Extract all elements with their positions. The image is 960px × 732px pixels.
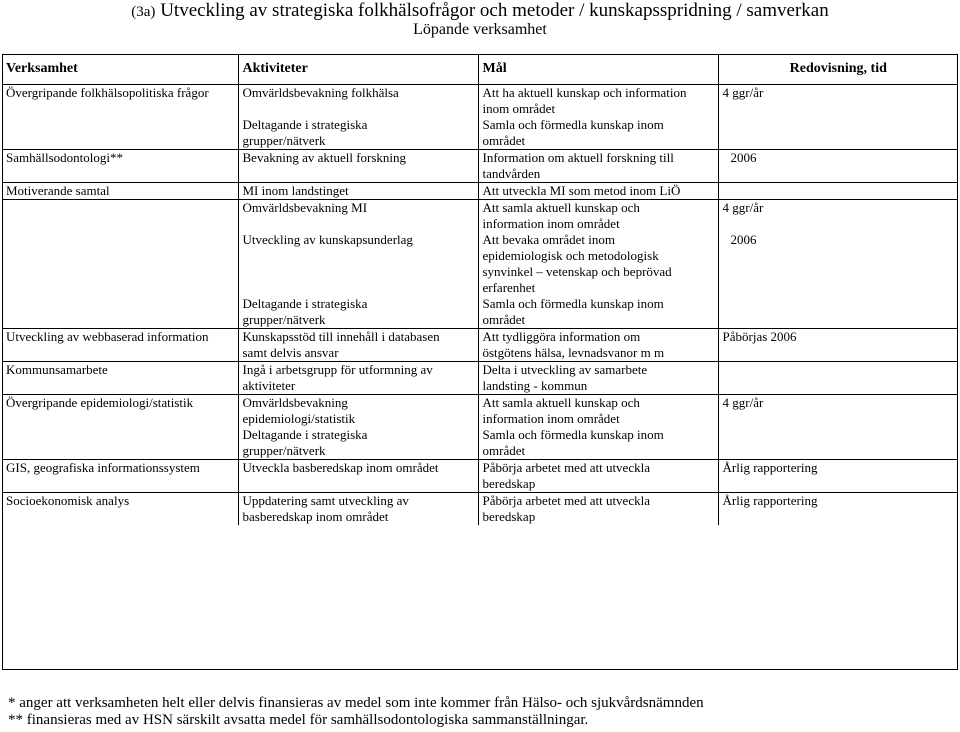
- cell-mal: Att samla aktuell kunskap och: [478, 200, 718, 217]
- cell-mal: landsting - kommun: [478, 378, 718, 395]
- cell-verksamhet: [2, 216, 238, 232]
- cell-aktivitet: samt delvis ansvar: [238, 345, 478, 362]
- column-header-aktiviteter: Aktiviteter: [238, 54, 478, 85]
- table-row: [2, 509, 958, 525]
- cell-mal: inom området: [478, 101, 718, 117]
- cell-aktivitet: Uppdatering samt utveckling av: [238, 493, 478, 510]
- cell-aktivitet: [238, 166, 478, 183]
- cell-aktivitet: MI inom landstinget: [238, 183, 478, 200]
- cell-verksamhet: [2, 345, 238, 362]
- title-text: Utveckling av strategiska folkhälsofrågor och metoder / kunskapsspridning / samverkan: [160, 0, 829, 21]
- table-row: [2, 460, 958, 477]
- cell-redovisning: [718, 248, 958, 264]
- cell-redovisning: [718, 133, 958, 150]
- cell-verksamhet: [2, 166, 238, 183]
- cell-aktivitet: [238, 248, 478, 264]
- cell-redovisning: [718, 101, 958, 117]
- document-subtitle: Löpande verksamhet: [413, 21, 547, 38]
- cell-verksamhet: [2, 117, 238, 133]
- cell-redovisning: [718, 264, 958, 280]
- cell-verksamhet: [2, 232, 238, 248]
- cell-redovisning: [718, 378, 958, 395]
- table-row: [2, 216, 958, 232]
- cell-mal: beredskap: [478, 476, 718, 493]
- title-prefix: (3a): [131, 4, 156, 20]
- cell-mal: Att ha aktuell kunskap och information: [478, 85, 718, 102]
- column-header-redovisning: Redovisning, tid: [718, 54, 958, 85]
- cell-aktivitet: Utveckling av kunskapsunderlag: [238, 232, 478, 248]
- cell-mal: området: [478, 312, 718, 329]
- cell-redovisning: [718, 476, 958, 493]
- table-row: [2, 411, 958, 427]
- cell-redovisning: [718, 183, 958, 200]
- cell-redovisning: [718, 345, 958, 362]
- cell-aktivitet: Kunskapsstöd till innehåll i databasen: [238, 329, 478, 346]
- cell-aktivitet: grupper/nätverk: [238, 133, 478, 150]
- cell-mal: Information om aktuell forskning till: [478, 150, 718, 167]
- table-row: [2, 117, 958, 133]
- cell-verksamhet: Socioekonomisk analys: [2, 493, 238, 510]
- cell-verksamhet: [2, 280, 238, 296]
- cell-redovisning: [718, 280, 958, 296]
- cell-redovisning: Årlig rapportering: [718, 493, 958, 510]
- cell-aktivitet: Omvärldsbevakning folkhälsa: [238, 85, 478, 102]
- cell-verksamhet: Motiverande samtal: [2, 183, 238, 200]
- cell-mal: östgötens hälsa, levnadsvanor m m: [478, 345, 718, 362]
- cell-mal: erfarenhet: [478, 280, 718, 296]
- cell-redovisning: [718, 117, 958, 133]
- footnote-2: ** finansieras med av HSN särskilt avsatta medel för samhällsodontologiska sammanställningar.: [8, 712, 589, 728]
- cell-mal: Delta i utveckling av samarbete: [478, 362, 718, 379]
- cell-redovisning: [718, 312, 958, 329]
- cell-verksamhet: [2, 509, 238, 525]
- cell-verksamhet: [2, 378, 238, 395]
- cell-mal: information inom området: [478, 216, 718, 232]
- table-row: [2, 232, 958, 248]
- cell-redovisning: 2006: [718, 150, 958, 167]
- cell-verksamhet: [2, 200, 238, 217]
- cell-verksamhet: Samhällsodontologi**: [2, 150, 238, 167]
- cell-mal: Samla och förmedla kunskap inom: [478, 427, 718, 443]
- cell-aktivitet: Omvärldsbevakning MI: [238, 200, 478, 217]
- table-body: [2, 85, 958, 526]
- cell-verksamhet: [2, 264, 238, 280]
- table-row: [2, 133, 958, 150]
- cell-redovisning: 4 ggr/år: [718, 395, 958, 412]
- column-header-verksamhet: Verksamhet: [2, 54, 238, 85]
- cell-aktivitet: Deltagande i strategiska: [238, 117, 478, 133]
- cell-mal: Att samla aktuell kunskap och: [478, 395, 718, 412]
- cell-mal: Samla och förmedla kunskap inom: [478, 117, 718, 133]
- cell-redovisning: [718, 166, 958, 183]
- cell-redovisning: [718, 443, 958, 460]
- cell-aktivitet: Deltagande i strategiska: [238, 296, 478, 312]
- cell-mal: beredskap: [478, 509, 718, 525]
- cell-aktivitet: [238, 264, 478, 280]
- cell-verksamhet: Utveckling av webbaserad information: [2, 329, 238, 346]
- table-row: [2, 280, 958, 296]
- cell-redovisning: 2006: [718, 232, 958, 248]
- cell-mal: Att utveckla MI som metod inom LiÖ: [478, 183, 718, 200]
- cell-redovisning: [718, 427, 958, 443]
- cell-aktivitet: [238, 216, 478, 232]
- table-row: [2, 248, 958, 264]
- table-row: [2, 85, 958, 102]
- cell-redovisning: 4 ggr/år: [718, 200, 958, 217]
- table-row: [2, 378, 958, 395]
- cell-mal: Att tydliggöra information om: [478, 329, 718, 346]
- activity-table: [2, 54, 958, 525]
- cell-mal: information inom området: [478, 411, 718, 427]
- cell-aktivitet: Bevakning av aktuell forskning: [238, 150, 478, 167]
- cell-mal: tandvården: [478, 166, 718, 183]
- table-row: [2, 150, 958, 167]
- table-row: [2, 296, 958, 312]
- cell-aktivitet: [238, 476, 478, 493]
- cell-aktivitet: Deltagande i strategiska: [238, 427, 478, 443]
- table-row: [2, 395, 958, 412]
- cell-verksamhet: GIS, geografiska informationssystem: [2, 460, 238, 477]
- cell-verksamhet: [2, 296, 238, 312]
- document-title: [0, 0, 960, 23]
- cell-redovisning: [718, 216, 958, 232]
- table-row: [2, 312, 958, 329]
- table-header-row: [2, 54, 958, 85]
- cell-verksamhet: [2, 476, 238, 493]
- cell-verksamhet: [2, 427, 238, 443]
- footnote-1: * anger att verksamheten helt eller delvis finansieras av medel som inte kommer från Hälso- och sjukvårdsnämnden: [8, 695, 704, 711]
- cell-verksamhet: Övergripande folkhälsopolitiska frågor: [2, 85, 238, 102]
- table-row: [2, 345, 958, 362]
- table-row: [2, 166, 958, 183]
- table-row: [2, 362, 958, 379]
- cell-aktivitet: grupper/nätverk: [238, 312, 478, 329]
- column-header-mal: Mål: [478, 54, 718, 85]
- cell-redovisning: [718, 509, 958, 525]
- table-row: [2, 329, 958, 346]
- cell-mal: Samla och förmedla kunskap inom: [478, 296, 718, 312]
- cell-redovisning: Påbörjas 2006: [718, 329, 958, 346]
- cell-aktivitet: Utveckla basberedskap inom området: [238, 460, 478, 477]
- cell-aktivitet: Omvärldsbevakning: [238, 395, 478, 412]
- cell-verksamhet: [2, 101, 238, 117]
- cell-aktivitet: Ingå i arbetsgrupp för utformning av: [238, 362, 478, 379]
- cell-aktivitet: grupper/nätverk: [238, 443, 478, 460]
- cell-mal: synvinkel – vetenskap och beprövad: [478, 264, 718, 280]
- cell-mal: området: [478, 133, 718, 150]
- table-row: [2, 264, 958, 280]
- cell-redovisning: Årlig rapportering: [718, 460, 958, 477]
- cell-mal: Att bevaka området inom: [478, 232, 718, 248]
- table-row: [2, 476, 958, 493]
- cell-mal: Påbörja arbetet med att utveckla: [478, 460, 718, 477]
- cell-aktivitet: [238, 101, 478, 117]
- table-row: [2, 493, 958, 510]
- cell-verksamhet: [2, 411, 238, 427]
- cell-redovisning: [718, 411, 958, 427]
- cell-verksamhet: [2, 312, 238, 329]
- cell-verksamhet: Övergripande epidemiologi/statistik: [2, 395, 238, 412]
- cell-verksamhet: [2, 443, 238, 460]
- cell-mal: epidemiologisk och metodologisk: [478, 248, 718, 264]
- cell-aktivitet: aktiviteter: [238, 378, 478, 395]
- cell-aktivitet: epidemiologi/statistik: [238, 411, 478, 427]
- table-row: [2, 183, 958, 200]
- cell-verksamhet: Kommunsamarbete: [2, 362, 238, 379]
- cell-aktivitet: basberedskap inom området: [238, 509, 478, 525]
- cell-redovisning: [718, 362, 958, 379]
- table-row: [2, 443, 958, 460]
- cell-verksamhet: [2, 133, 238, 150]
- cell-mal: området: [478, 443, 718, 460]
- cell-mal: Påbörja arbetet med att utveckla: [478, 493, 718, 510]
- cell-redovisning: 4 ggr/år: [718, 85, 958, 102]
- cell-redovisning: [718, 296, 958, 312]
- table-row: [2, 200, 958, 217]
- cell-aktivitet: [238, 280, 478, 296]
- table-row: [2, 427, 958, 443]
- cell-verksamhet: [2, 248, 238, 264]
- table-row: [2, 101, 958, 117]
